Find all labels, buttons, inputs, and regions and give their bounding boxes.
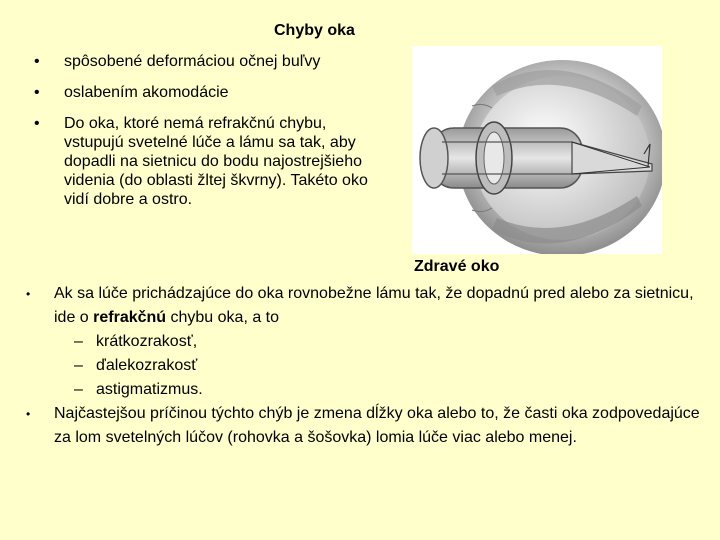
- list-item: [74, 354, 706, 378]
- bullet: •: [26, 407, 31, 421]
- list-item: [74, 330, 706, 354]
- paragraph-text: Najčastejšou príčinou týchto chýb je zmena dĺžky oka alebo to, že časti oka zodpovedajúce za lom svetelných lúčov (rohovka a šošovka) lomia lúče viac alebo menej.: [54, 405, 700, 446]
- dash: –: [74, 333, 83, 350]
- list-item-text: ďalekozrakosť: [96, 357, 198, 374]
- eye-illustration: [412, 46, 662, 254]
- refractive-error-list: [26, 330, 706, 402]
- dash: –: [74, 381, 83, 398]
- paragraph-text: chybu oka, a to: [166, 309, 280, 326]
- list-item: [34, 114, 384, 209]
- bullet: •: [26, 287, 31, 301]
- bullet: •: [34, 53, 40, 70]
- figure-caption: Zdravé oko: [414, 258, 500, 275]
- list-item-text: oslabením akomodácie: [64, 84, 229, 101]
- dash: –: [74, 357, 83, 374]
- paragraph-refractive-errors: [26, 282, 706, 330]
- top-bullet-list: [34, 52, 384, 221]
- paragraph-text: Ak sa lúče prichádzajúce do oka rovnobežne lámu tak, že dopadnú pred alebo za sietnicu, ide o: [54, 285, 694, 326]
- emphasis-text: refrakčnú: [93, 309, 167, 326]
- list-item-text: spôsobené deformáciou očnej buľvy: [64, 53, 321, 70]
- list-item: [34, 83, 384, 102]
- paragraph-causes: [26, 402, 706, 450]
- main-text: [26, 282, 706, 450]
- list-item: [34, 52, 384, 71]
- eye-cross-section-image: [412, 46, 662, 254]
- list-item: [74, 378, 706, 402]
- list-item-text: Do oka, ktoré nemá refrakčnú chybu, vstupujú svetelné lúče a lámu sa tak, aby dopadli na sietnicu do bodu najostrejšieho videnia (do oblasti žltej škvrny). Takéto oko vidí dobre a ostro.: [64, 115, 368, 208]
- page-title: Chyby oka: [274, 22, 355, 39]
- list-item-text: krátkozrakosť,: [96, 333, 198, 350]
- list-item-text: astigmatizmus.: [96, 381, 203, 398]
- bullet: •: [34, 115, 40, 132]
- bullet: •: [34, 84, 40, 101]
